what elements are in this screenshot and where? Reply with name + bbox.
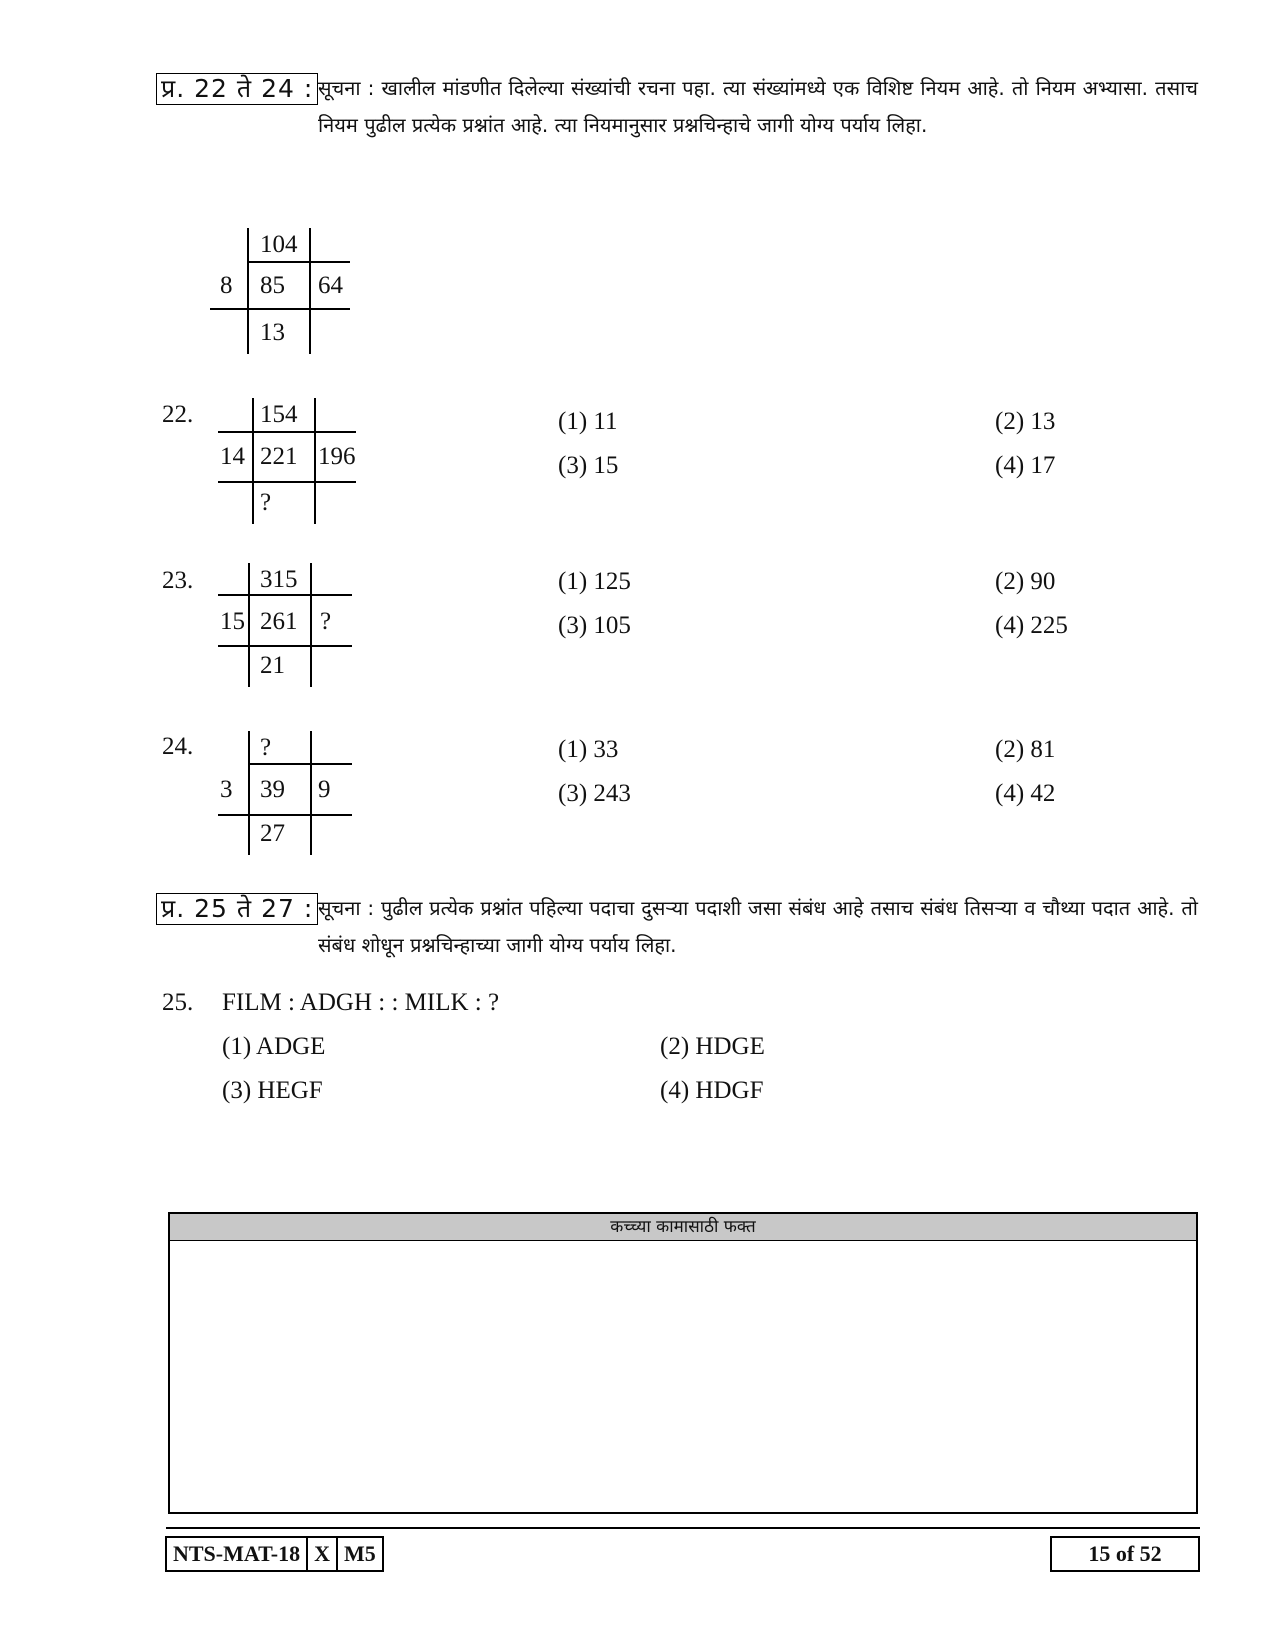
q23-option-4[interactable]: (4) 225 bbox=[995, 612, 1068, 639]
q23-option-1[interactable]: (1) 125 bbox=[558, 568, 631, 595]
grid-center: 39 bbox=[260, 776, 285, 803]
grid-bottom: 21 bbox=[260, 652, 285, 679]
question-number-23: 23. bbox=[162, 567, 194, 594]
q22-option-3[interactable]: (3) 15 bbox=[558, 452, 619, 479]
q23-option-2[interactable]: (2) 90 bbox=[995, 568, 1056, 595]
grid-right: 9 bbox=[318, 776, 331, 803]
grid-top: ? bbox=[260, 734, 272, 761]
page-number: 15 of 52 bbox=[1050, 1536, 1200, 1572]
q25-option-2[interactable]: (2) HDGE bbox=[660, 1033, 765, 1060]
grid-left: 3 bbox=[220, 776, 233, 803]
section-instruction-25-27: सूचना : पुढील प्रत्येक प्रश्नांत पहिल्या पदाचा दुसऱ्या पदाशी जसा संबंध आहे तसाच संबंध तिसऱ्या व चौथ्या पदात आहे. तो संबंध शोधून प्रश्नचिन्हाच्या जागी योग्य पर्याय लिहा. bbox=[318, 896, 1198, 957]
q25-option-4[interactable]: (4) HDGF bbox=[660, 1077, 764, 1104]
paper-code: NTS-MAT-18 bbox=[165, 1536, 308, 1572]
section-label-25-27: प्र. 25 ते 27 : bbox=[156, 893, 318, 925]
q24-option-3[interactable]: (3) 243 bbox=[558, 780, 631, 807]
grid-left: 15 bbox=[220, 608, 245, 635]
grid-center: 261 bbox=[260, 608, 298, 635]
question-25-text: FILM : ADGH : : MILK : ? bbox=[222, 989, 500, 1016]
grid-right: 64 bbox=[318, 272, 343, 299]
grid-center: 85 bbox=[260, 272, 285, 299]
footer-code-group bbox=[165, 1536, 382, 1572]
grid-right: ? bbox=[320, 608, 332, 635]
grid-bottom: 27 bbox=[260, 820, 285, 847]
section-instruction-22-24: सूचना : खालील मांडणीत दिलेल्या संख्यांची रचना पहा. त्या संख्यांमध्ये एक विशिष्ट नियम आहे. तो नियम अभ्यासा. तसाच नियम पुढील प्रत्येक प्रश्नांत आहे. त्या नियमानुसार प्रश्नचिन्हाचे जागी योग्य पर्याय लिहा. bbox=[318, 76, 1198, 137]
rough-work-title: कच्च्या कामासाठी फक्त bbox=[170, 1214, 1196, 1241]
q24-option-4[interactable]: (4) 42 bbox=[995, 780, 1056, 807]
grid-bottom: 13 bbox=[260, 319, 285, 346]
question-number-25: 25. bbox=[162, 989, 194, 1016]
section-label-22-24: प्र. 22 ते 24 : bbox=[156, 73, 318, 105]
q22-option-1[interactable]: (1) 11 bbox=[558, 408, 618, 435]
example-number-grid bbox=[210, 228, 350, 354]
question-number-24: 24. bbox=[162, 733, 194, 760]
footer-divider bbox=[166, 1527, 1200, 1529]
grid-left: 14 bbox=[220, 443, 245, 470]
paper-set: X bbox=[306, 1536, 338, 1572]
grid-top: 154 bbox=[260, 401, 298, 428]
question-22-grid bbox=[218, 398, 356, 524]
question-23-grid bbox=[218, 563, 352, 687]
q22-option-2[interactable]: (2) 13 bbox=[995, 408, 1056, 435]
q22-option-4[interactable]: (4) 17 bbox=[995, 452, 1056, 479]
q23-option-3[interactable]: (3) 105 bbox=[558, 612, 631, 639]
q25-option-3[interactable]: (3) HEGF bbox=[222, 1077, 323, 1104]
rough-work-box bbox=[168, 1212, 1198, 1514]
grid-bottom: ? bbox=[260, 489, 272, 516]
question-number-22: 22. bbox=[162, 401, 194, 428]
paper-medium: M5 bbox=[336, 1536, 384, 1572]
q24-option-2[interactable]: (2) 81 bbox=[995, 736, 1056, 763]
grid-left: 8 bbox=[220, 272, 233, 299]
grid-top: 315 bbox=[260, 566, 298, 593]
grid-top: 104 bbox=[260, 231, 298, 258]
grid-center: 221 bbox=[260, 443, 298, 470]
grid-right: 196 bbox=[318, 443, 356, 470]
question-24-grid bbox=[218, 731, 352, 855]
q25-option-1[interactable]: (1) ADGE bbox=[222, 1033, 326, 1060]
q24-option-1[interactable]: (1) 33 bbox=[558, 736, 619, 763]
